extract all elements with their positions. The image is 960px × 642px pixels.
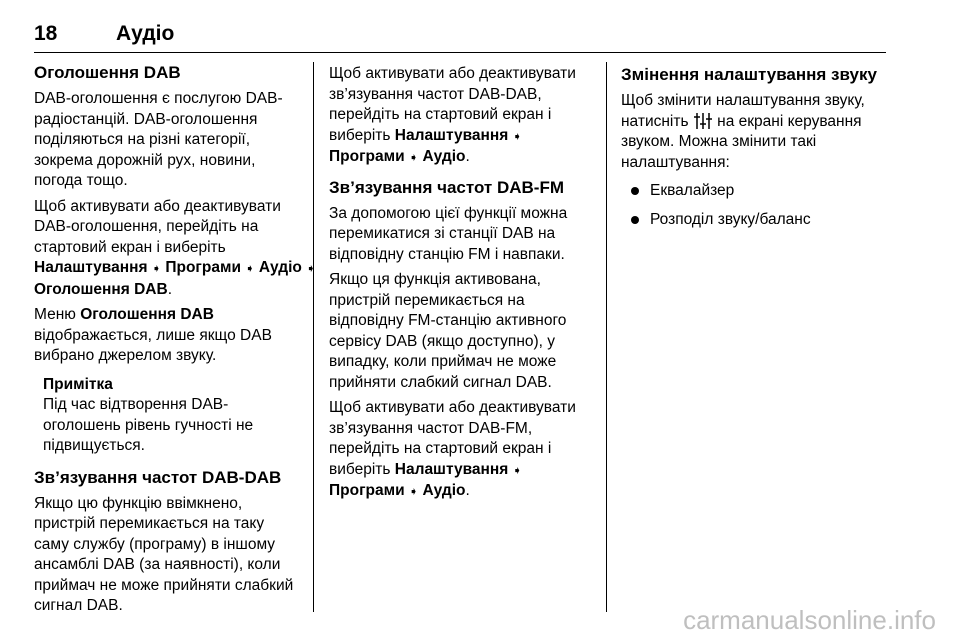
heading-dab-announcements: Оголошення DAB xyxy=(34,63,181,82)
heading-sound-settings: Змінення налаштування звуку xyxy=(621,65,877,84)
note-text: Під час відтворення DAB-оголошень рівень гучності не підвищується. xyxy=(43,396,254,454)
paragraph: За допомогою цієї функції можна перемикатися зі станції DAB на відповідну станцію FM і навпаки. xyxy=(329,204,568,263)
note xyxy=(43,375,302,457)
column-2 xyxy=(329,64,597,508)
paragraph: Щоб активувати або деактивувати зв’язування частот DAB-DAB, перейдіть на стартовий екран і виберіть Налаштування ➧ Програми ➧ Аудіо. xyxy=(329,65,576,165)
list-item: Еквалайзер xyxy=(621,181,889,202)
arrow-right-icon: ➧ xyxy=(512,130,522,143)
arrow-right-icon: ➧ xyxy=(245,263,255,275)
column-3 xyxy=(621,64,889,238)
list-item: Розподіл звуку/баланс xyxy=(621,210,889,231)
arrow-right-icon: ➧ xyxy=(306,263,316,275)
paragraph: Якщо ця функція активована, пристрій перемикається на відповідну FM-станцію активного сервісу DAB (якщо доступно), у випадку, коли приймач не може прийняти слабкий сигнал DAB. xyxy=(329,271,567,391)
page-number: 18 xyxy=(34,22,58,45)
paragraph: Меню Оголошення DAB відображається, лише якщо DAB вибрано джерелом звуку. xyxy=(34,306,272,364)
column-divider xyxy=(313,62,314,612)
page-header xyxy=(34,22,886,53)
heading-dab-dab-linking: Зв’язування частот DAB-DAB xyxy=(34,467,282,487)
heading-dab-fm-linking: Зв’язування частот DAB-FM xyxy=(329,177,565,197)
settings-list xyxy=(621,181,889,230)
note-title: Примітка xyxy=(43,375,113,393)
column-divider xyxy=(606,62,607,612)
paragraph: Щоб змінити налаштування звуку, натисніть на екрані керування звуком. Можна змінити такі налаштування: xyxy=(621,92,865,171)
arrow-right-icon: ➧ xyxy=(408,152,419,164)
arrow-right-icon: ➧ xyxy=(151,263,162,275)
column-1 xyxy=(34,62,316,622)
equalizer-icon xyxy=(693,113,713,129)
paragraph: Щоб активувати або деактивувати DAB-оголошення, перейдіть на стартовий екран і виберіть Налаштування ➧ Програми ➧ Аудіо ➧ Оголошення DAB. xyxy=(34,197,316,298)
arrow-right-icon: ➧ xyxy=(408,486,419,498)
paragraph: DAB-оголошення є послугою DAB-радіостанцій. DAB-оголошення поділяються на різні категорії, зокрема дорожній рух, новини, погода тощо. xyxy=(34,90,283,189)
paragraph: Якщо цю функцію ввімкнено, пристрій перемикається на таку саму службу (програму) в іншому ансамблі DAB (за наявності), коли приймач не може прийняти слабкий сигнал DAB. xyxy=(34,494,294,614)
watermark: carmanualsonline.info xyxy=(683,605,936,635)
arrow-right-icon: ➧ xyxy=(512,464,522,477)
paragraph: Щоб активувати або деактивувати зв’язування частот DAB-FM, перейдіть на стартовий екран і виберіть Налаштування ➧ Програми ➧ Аудіо. xyxy=(329,399,576,499)
section-title: Аудіо xyxy=(116,22,175,45)
